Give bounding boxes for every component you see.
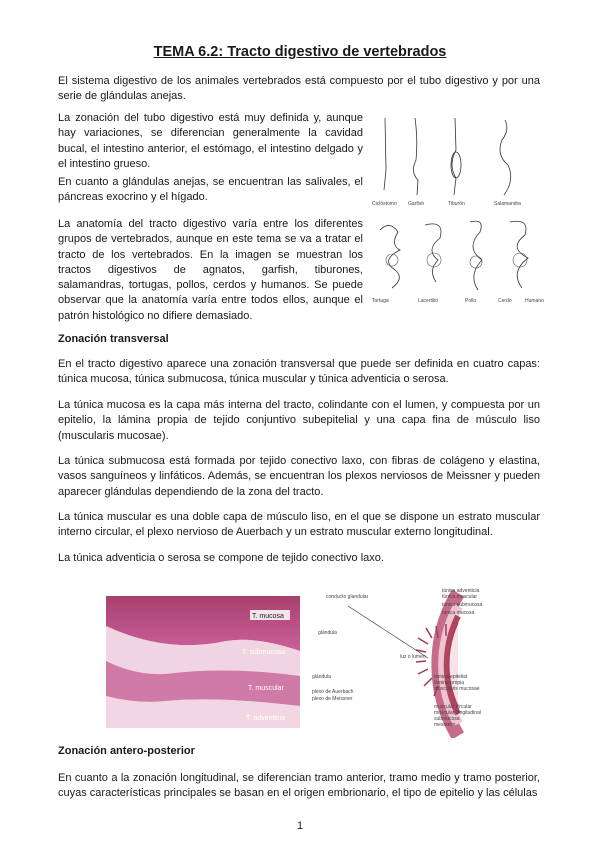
diag-submucosa: túnica submucosa: [442, 602, 483, 608]
mucosa-paragraph: La túnica mucosa es la capa más interna del tracto, colindante con el lumen, y compuesta por un epitelio, la lámina propia de tejido conjuntivo subepitelial y una capa fina de músculo liso (muscularis mucosae).: [58, 399, 540, 442]
heading-anteropost: Zonación antero-posterior: [58, 745, 195, 757]
anteropost-paragraph: En cuanto a la zonación longitudinal, se diferencian tramo anterior, tramo medio y tramo posterior, cuyas características principales se basan en el origen embrionario, el tipo de epitelio y las células: [58, 772, 540, 800]
label-mucosa: T. mucosa: [252, 613, 284, 620]
diag-conducto: conducto glandular: [326, 594, 369, 600]
glands-paragraph: En cuanto a glándulas anejas, se encuentran las salivales, el páncreas exocrino y el hígado.: [58, 176, 363, 204]
fig1-label-3: Salamandra: [494, 201, 521, 207]
diag-adventicia: túnica adventicia: [442, 588, 480, 594]
digestive-tracts-figure: [370, 110, 550, 310]
fig1-label-5: Lacertilio: [418, 298, 439, 304]
diag-propia: lámina propia: [434, 680, 465, 686]
diag-epitelial: lámina epitelial: [434, 674, 468, 680]
fig1-label-8: Humano: [525, 298, 544, 304]
diag-circular: muscular circular: [434, 704, 472, 710]
intro-paragraph: El sistema digestivo de los animales vertebrados está compuesto por el tubo digestivo y por una serie de glándulas anejas.: [58, 75, 540, 103]
zonation-paragraph: La zonación del tubo digestivo está muy definida y, aunque hay variaciones, se diferencian generalmente la cavidad bucal, el intestino anterior, el estómago, el intestino delgado y el intestino grueso.: [58, 112, 363, 170]
pig-tract: [510, 221, 528, 288]
diag-meissner: plexo de Meissner: [312, 696, 353, 702]
diag-auerbach: plexo de Auerbach: [312, 689, 354, 695]
submucosa-paragraph: La túnica submucosa está formada por tejido conectivo laxo, con fibras de colágeno y elastina, vasos sanguíneos y linfáticos. Además, se encuentran los plexos nerviosos de Meissner y pueden aparecer glándulas dependiendo de la zona del tracto.: [58, 455, 540, 498]
diag-longitudinal: muscular longitudinal: [434, 710, 481, 716]
fig1-label-6: Pollo: [465, 298, 477, 304]
diag-muscularis: muscularis mucosae: [434, 686, 480, 692]
intestinal-wall-diagram: [308, 588, 508, 738]
chicken-tract: [470, 221, 482, 290]
label-adventicia: T. adventicia: [246, 715, 285, 722]
fig1-label-7: Cerdo: [498, 298, 512, 304]
heading-transversal: Zonación transversal: [58, 333, 169, 345]
label-submucosa: T. submucosa: [242, 649, 286, 656]
anatomy-paragraph: La anatomía del tracto digestivo varía entre los diferentes grupos de vertebrados, aunque en este tema se va a tratar el tracto de los vertebrados. En la imagen se muestran los tractos digestivos de agnatos, garfish, tiburones, salamandras, tortugas, pollos, cerdos y humanos. Se puede observar que la anatomía varía entre todos ellos, aunque el patrón histológico no difiere demasiado.: [58, 218, 363, 322]
diag-submucosa-label: submucosa: [434, 716, 460, 722]
spiral-valve: [451, 152, 461, 178]
histology-micrograph: [106, 596, 300, 728]
fig1-label-4: Tortuga: [372, 298, 389, 304]
page-title: TEMA 6.2: Tracto digestivo de vertebrados: [153, 44, 447, 60]
diag-mesotelio: mesotelio: [434, 722, 456, 728]
salamander-tract: [500, 120, 511, 195]
diag-luz: luz o lumen: [400, 654, 426, 660]
fig1-label-2: Tiburón: [448, 201, 465, 207]
muscular-paragraph: La túnica muscular es una doble capa de músculo liso, en el que se dispone un estrato muscular interno circular, el plexo nervioso de Auerbach y un estrato muscular externo longitudinal.: [58, 511, 540, 539]
label-muscular: T. muscular: [248, 685, 284, 692]
transversal-paragraph: En el tracto digestivo aparece una zonación transversal que puede ser definida en cuatro capas: túnica mucosa, túnica submucosa, túnica muscular y túnica adventicia o serosa.: [58, 358, 540, 386]
fig1-label-0: Ciclóstomo: [372, 201, 397, 207]
page-number: 1: [296, 820, 304, 832]
adventicia-paragraph: La túnica adventicia o serosa se compone de tejido conectivo laxo.: [58, 552, 384, 564]
cyclostome-tract: [384, 118, 386, 190]
diag-mucosa: túnica mucosa: [442, 610, 475, 616]
fig1-label-1: Garfish: [408, 201, 425, 207]
diag-glandula1: glándula: [318, 630, 337, 636]
diag-glandula2: glándula: [312, 674, 331, 680]
garfish-tract: [413, 118, 418, 195]
diag-muscular: túnica muscular: [442, 594, 478, 600]
